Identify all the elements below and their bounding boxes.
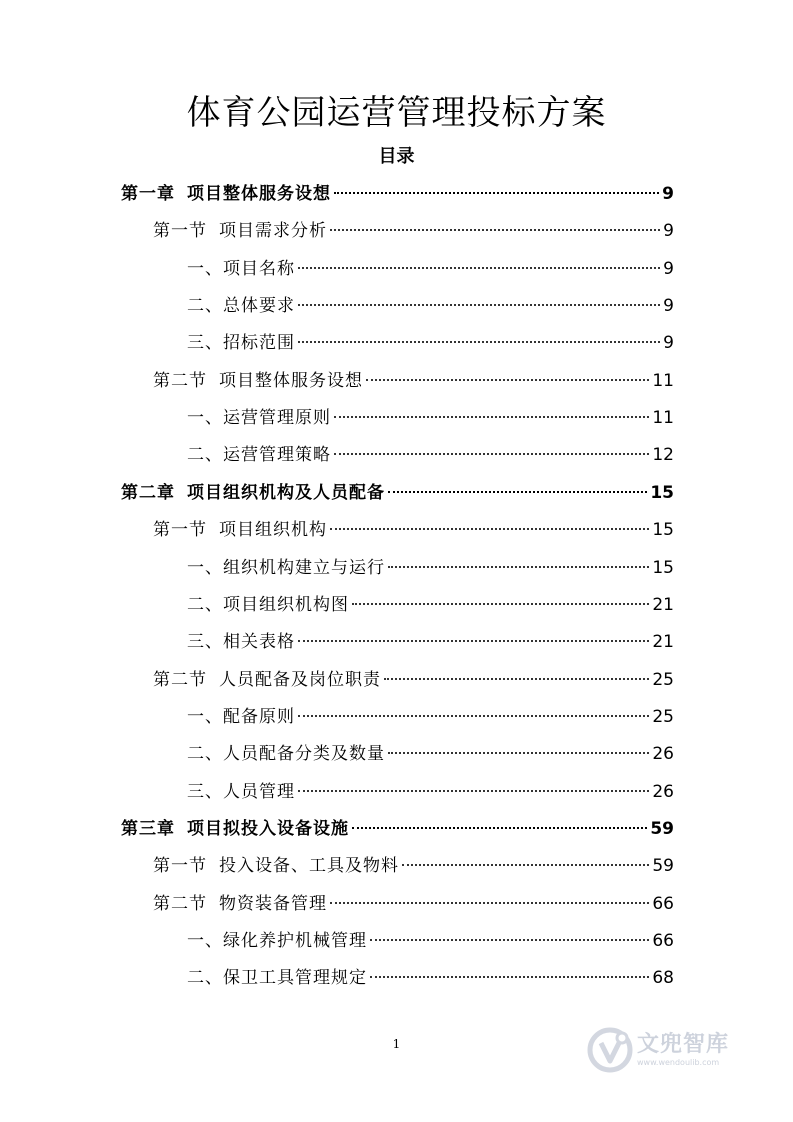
- toc-page-number: 26: [652, 744, 674, 765]
- toc-entry-title: [187, 400, 331, 437]
- toc-entry[interactable]: [153, 886, 674, 923]
- toc-entry-label: 二、人员配备分类及数量: [187, 744, 385, 765]
- watermark-url: www.wendoulib.com: [637, 1058, 720, 1067]
- toc-entry-title: [121, 176, 331, 213]
- toc-dot-leader: [388, 566, 649, 568]
- toc-entry-title: [121, 811, 349, 848]
- toc-entry[interactable]: [187, 437, 674, 474]
- toc-dot-leader: [370, 939, 649, 941]
- toc-entry-title: [187, 736, 385, 773]
- toc-dot-leader: [298, 640, 649, 642]
- toc-entry-label: 二、项目组织机构图: [187, 594, 349, 615]
- page-number: 1: [392, 1037, 401, 1051]
- toc-dot-leader: [330, 902, 649, 904]
- toc-entry-prefix: 第三章: [121, 818, 175, 839]
- toc-entry-title: [187, 774, 295, 811]
- toc-page-number: 11: [652, 370, 674, 391]
- toc-entry[interactable]: [121, 475, 674, 512]
- toc-page-number: 9: [663, 258, 674, 279]
- toc-entry[interactable]: [187, 400, 674, 437]
- toc-entry-label: 三、相关表格: [187, 632, 295, 653]
- toc-page-number: 9: [662, 184, 674, 204]
- toc-entry-label: 一、项目名称: [187, 258, 295, 279]
- toc-entry-title: [187, 251, 295, 288]
- toc-entry[interactable]: [187, 736, 674, 773]
- toc-dot-leader: [388, 491, 647, 493]
- watermark-title: 文兜智库: [637, 1032, 730, 1057]
- toc-entry[interactable]: [187, 325, 674, 362]
- toc-entry-prefix: 第一节: [153, 520, 207, 541]
- toc-entry-prefix: 第二节: [153, 893, 207, 914]
- toc-entry-prefix: 第二章: [121, 482, 175, 503]
- toc-entry[interactable]: [187, 251, 674, 288]
- toc-page-number: 26: [652, 781, 674, 802]
- toc-dot-leader: [298, 790, 649, 792]
- toc-dot-leader: [330, 229, 660, 231]
- watermark: [587, 1020, 757, 1080]
- toc-page-number: 66: [652, 893, 674, 914]
- toc-page-number: 9: [663, 296, 674, 317]
- toc-entry-title: [153, 213, 327, 250]
- toc-entry[interactable]: [153, 363, 674, 400]
- toc-page-number: 59: [650, 818, 674, 839]
- toc-entry-label: 二、保卫工具管理规定: [187, 968, 367, 989]
- toc-entry-label: 二、运营管理策略: [187, 445, 331, 466]
- toc-entry-title: [153, 886, 327, 923]
- toc-dot-leader: [384, 678, 649, 680]
- toc-entry-label: 项目需求分析: [219, 221, 327, 242]
- toc-heading: 目录: [378, 146, 415, 167]
- toc-entry-title: [187, 288, 295, 325]
- toc-entry[interactable]: [187, 587, 674, 624]
- toc-entry-title: [187, 437, 331, 474]
- toc-page-number: 21: [652, 632, 674, 653]
- toc-entry[interactable]: [153, 512, 674, 549]
- toc-entry[interactable]: [121, 176, 674, 213]
- toc-entry-label: 人员配备及岗位职责: [219, 669, 381, 690]
- toc-page-number: 9: [663, 333, 674, 354]
- toc-entry-label: 投入设备、工具及物料: [219, 856, 399, 877]
- toc-entry-prefix: 第一章: [121, 184, 175, 204]
- document-title: 体育公园运营管理投标方案: [186, 93, 607, 133]
- toc-dot-leader: [352, 827, 647, 829]
- toc-entry-label: 三、招标范围: [187, 333, 295, 354]
- toc-entry-prefix: 第二节: [153, 370, 207, 391]
- toc-dot-leader: [334, 192, 659, 194]
- toc-entry[interactable]: [153, 662, 674, 699]
- toc-entry[interactable]: [187, 550, 674, 587]
- toc-entry[interactable]: [187, 288, 674, 325]
- toc-entry-title: [187, 325, 295, 362]
- toc-dot-leader: [298, 304, 660, 306]
- toc-entry[interactable]: [153, 848, 674, 885]
- toc-entry-title: [187, 550, 385, 587]
- toc-entry-label: 项目整体服务设想: [219, 370, 363, 391]
- toc-entry[interactable]: [187, 923, 674, 960]
- toc-dot-leader: [402, 864, 649, 866]
- toc-entry-label: 项目整体服务设想: [187, 184, 331, 204]
- toc-entry-title: [153, 512, 327, 549]
- toc-entry-label: 一、绿化养护机械管理: [187, 931, 367, 951]
- toc-page-number: 25: [652, 706, 674, 727]
- toc-entry-prefix: 第一节: [153, 221, 207, 242]
- toc-dot-leader: [330, 528, 649, 530]
- toc-entry-title: [153, 662, 381, 699]
- toc-entry-title: [187, 624, 295, 661]
- toc-page-number: 21: [652, 594, 674, 615]
- toc-entry-title: [187, 699, 295, 736]
- toc-entry-label: 一、运营管理原则: [187, 408, 331, 429]
- toc-entry-label: 二、总体要求: [187, 296, 295, 317]
- toc-entry-label: 项目组织机构及人员配备: [187, 482, 385, 503]
- toc-entry[interactable]: [121, 811, 674, 848]
- toc-entry[interactable]: [187, 960, 674, 997]
- toc-entry-label: 项目组织机构: [219, 520, 327, 541]
- toc-entry-title: [187, 960, 367, 997]
- toc-page-number: 15: [652, 520, 674, 541]
- toc-dot-leader: [366, 379, 649, 381]
- toc-entry[interactable]: [187, 774, 674, 811]
- toc-dot-leader: [352, 603, 649, 605]
- toc-dot-leader: [334, 416, 649, 418]
- wendu-logo-icon: [587, 1027, 633, 1073]
- toc-dot-leader: [334, 453, 649, 455]
- toc-dot-leader: [298, 267, 660, 269]
- toc-dot-leader: [298, 341, 660, 343]
- toc-entry-title: [121, 475, 385, 512]
- toc-page-number: 59: [652, 856, 674, 877]
- toc-page-number: 68: [652, 968, 674, 989]
- toc-page-number: 11: [652, 408, 674, 429]
- toc-entry-label: 一、配备原则: [187, 706, 295, 727]
- toc-entry-title: [187, 923, 367, 960]
- toc-entry[interactable]: [187, 699, 674, 736]
- toc-entry-title: [153, 363, 363, 400]
- toc-entry-label: 三、人员管理: [187, 781, 295, 802]
- toc-entry[interactable]: [187, 624, 674, 661]
- toc-page-number: 12: [652, 445, 674, 466]
- toc-entry[interactable]: [153, 213, 674, 250]
- toc-page-number: 15: [652, 557, 674, 578]
- toc-page-number: 15: [650, 482, 674, 503]
- toc-entry-label: 物资装备管理: [219, 893, 327, 914]
- toc-page-number: 66: [652, 931, 674, 951]
- toc-entry-prefix: 第一节: [153, 856, 207, 877]
- toc-dot-leader: [370, 976, 649, 978]
- toc-page-number: 25: [652, 669, 674, 690]
- toc-entry-title: [187, 587, 349, 624]
- toc-entry-label: 项目拟投入设备设施: [187, 818, 349, 839]
- toc-dot-leader: [298, 715, 649, 717]
- toc-entry-prefix: 第二节: [153, 669, 207, 690]
- toc-entry-label: 一、组织机构建立与运行: [187, 557, 385, 578]
- toc-dot-leader: [388, 752, 649, 754]
- toc-entry-title: [153, 848, 399, 885]
- toc-page-number: 9: [663, 221, 674, 242]
